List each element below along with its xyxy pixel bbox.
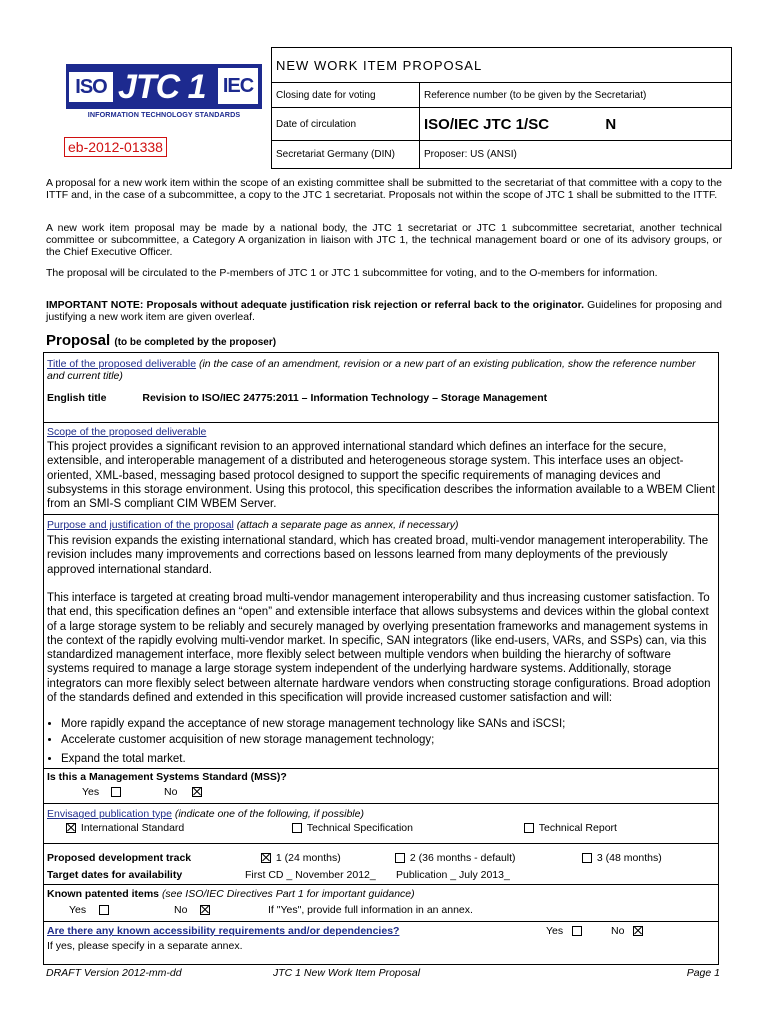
footer-title: JTC 1 New Work Item Proposal bbox=[273, 967, 421, 979]
secretariat-label: Secretariat Germany (DIN) bbox=[272, 141, 420, 169]
first-cd-date: First CD _ November 2012_ bbox=[245, 869, 376, 881]
logo-subtitle: INFORMATION TECHNOLOGY STANDARDS bbox=[87, 110, 241, 119]
publication-section bbox=[47, 808, 715, 820]
mss-no: No bbox=[164, 786, 204, 798]
accessibility-note: If yes, please specify in a separate annex. bbox=[47, 940, 243, 952]
english-title-value: Revision to ISO/IEC 24775:2011 – Information Technology – Storage Management bbox=[142, 392, 548, 404]
accessibility-no: No bbox=[611, 925, 645, 937]
purpose-bullet: • More rapidly expand the acceptance of new storage management technology like SANs and iSCSI; bbox=[61, 717, 715, 731]
document-stamp: eb-2012-01338 bbox=[64, 137, 167, 157]
patents-info: If "Yes", provide full information in an annex. bbox=[268, 904, 473, 916]
purpose-bullets bbox=[47, 717, 715, 766]
publication-option-is: International Standard bbox=[64, 822, 184, 834]
proposal-title: Proposal bbox=[46, 332, 111, 349]
track-option-2: 2 (36 months - default) bbox=[393, 852, 516, 864]
accessibility-no-checkbox[interactable] bbox=[633, 926, 643, 936]
purpose-section bbox=[47, 519, 715, 531]
title-section-note: (in the case of an amendment, revision or a new part of an existing publication, show the reference number and current title) bbox=[47, 358, 696, 382]
publication-date: Publication _ July 2013_ bbox=[396, 869, 510, 881]
accessibility-yes-checkbox[interactable] bbox=[572, 926, 582, 936]
purpose-bullet: • Expand the total market. bbox=[61, 752, 715, 766]
footer-page: Page 1 bbox=[686, 967, 720, 979]
mss-yes: Yes bbox=[82, 786, 123, 798]
accessibility-question: Are there any known accessibility requirements and/or dependencies? bbox=[47, 925, 400, 937]
purpose-paragraph-1: This revision expands the existing international standard, which has created broad, multi-vendor management interoperability. The revision includes many improvements and corrections based on lessons learned from many deployments of the previously approved international standard. bbox=[47, 535, 709, 576]
proposal-subtitle: (to be completed by the proposer) bbox=[114, 337, 277, 348]
purpose-paragraph-2: This interface is targeted at creating broad multi-vendor management interoperability and thus increasing customer satisfaction. To that end, this specification defines an “open” and extensible interface that allows subsystems and devices within the global context of a large storage system to be reliably and securely managed by overlying presentation frameworks and management systems in the context of the rapidly evolving multi-vendor market. In specific, SAN integrators (like end-users, VARs, and SSPs) can, via this standardized management interface, more flexibly select between multiple vendors when building the hierarchy of software systems required to manage a large storage system independent of the underlying hardware systems. Additionally, storage integrators can more flexibly select between alternate hardware vendors when constructing storage configurations. Broad adoption of the standards defined and extended in this specification will provide increased customer satisfaction and will: bbox=[47, 592, 711, 705]
patents-section bbox=[47, 888, 715, 900]
patents-note: (see ISO/IEC Directives Part 1 for important guidance) bbox=[161, 888, 415, 900]
reference-number: ISO/IEC JTC 1/SC bbox=[424, 115, 550, 133]
track-2-checkbox[interactable] bbox=[395, 853, 405, 863]
track-option-3: 3 (48 months) bbox=[580, 852, 662, 864]
intro-paragraph-1: A proposal for a new work item within the scope of an existing committee shall be submitted to the secretariat of that committee with a copy to the ITTF and, in the case of a subcommittee, a copy to the JTC 1 secretariat. Proposals not within the scope of JTC 1 shall be submitted to the ITTF. bbox=[46, 177, 722, 201]
track-label: Proposed development track bbox=[47, 852, 192, 864]
title-section-label: Title of the proposed deliverable bbox=[47, 358, 197, 370]
circulation-label: Date of circulation bbox=[272, 108, 420, 141]
patents-no: No bbox=[174, 904, 212, 916]
intro-paragraph-3: The proposal will be circulated to the P-members of JTC 1 or JTC 1 subcommittee for voting, and to the O-members for information. bbox=[46, 267, 658, 279]
logo-iso: ISO bbox=[69, 72, 113, 102]
publication-option-ts: Technical Specification bbox=[290, 822, 413, 834]
title-section bbox=[47, 358, 715, 382]
technical-spec-checkbox[interactable] bbox=[292, 823, 302, 833]
logo-iec: IEC bbox=[218, 68, 258, 104]
track-option-1: 1 (24 months) bbox=[259, 852, 341, 864]
purpose-section-note: (attach a separate page as annex, if necessary) bbox=[236, 519, 459, 531]
important-note bbox=[46, 299, 722, 323]
international-standard-checkbox[interactable] bbox=[66, 823, 76, 833]
english-title-label: English title bbox=[47, 392, 107, 404]
reference-label: Reference number (to be given by the Secretariat) bbox=[420, 83, 732, 108]
proposer-label: Proposer: US (ANSI) bbox=[420, 141, 732, 169]
patents-yes-checkbox[interactable] bbox=[99, 905, 109, 915]
technical-report-checkbox[interactable] bbox=[524, 823, 534, 833]
target-dates-label: Target dates for availability bbox=[47, 869, 183, 881]
scope-section-label: Scope of the proposed deliverable bbox=[47, 426, 207, 438]
important-note-bold: IMPORTANT NOTE: Proposals without adequate justification risk rejection or referral back to the originator. bbox=[46, 299, 585, 311]
important-note-rest: Guidelines for proposing and justifying a new work item are given overleaf. bbox=[46, 299, 723, 323]
mss-question: Is this a Management Systems Standard (MSS)? bbox=[47, 771, 287, 783]
intro-paragraph-2: A new work item proposal may be made by a national body, the JTC 1 secretariat or JTC 1 subcommittee secretariat, another technical committee or subcommittee, a Category A organization in liaison with JTC 1, the technical management board or one of its advisory groups, or the Chief Executive Officer. bbox=[46, 222, 722, 258]
jtc1-logo bbox=[66, 64, 262, 122]
patents-no-checkbox[interactable] bbox=[200, 905, 210, 915]
purpose-bullet: • Accelerate customer acquisition of new storage management technology; bbox=[61, 733, 715, 747]
mss-no-checkbox[interactable] bbox=[192, 787, 202, 797]
patents-label: Known patented items bbox=[47, 888, 160, 900]
accessibility-yes: Yes bbox=[546, 925, 584, 937]
form-title: NEW WORK ITEM PROPOSAL bbox=[272, 48, 732, 83]
closing-date-label: Closing date for voting bbox=[272, 83, 420, 108]
publication-note: (indicate one of the following, if possible) bbox=[174, 808, 364, 820]
patents-yes: Yes bbox=[69, 904, 111, 916]
scope-text: This project provides a significant revision to an approved international standard which defines an interface for the secure, extensible, and interoperable management of a distributed and heterogeneous storage system. This interface uses an object-oriented, XML-based, messaging based protocol designed to support the specific requirements of managing devices and subsystems in this storage environment. Using this protocol, this specification describes the information available to a WBEM Client from an SMI-S compliant CIM WBEM Server. bbox=[47, 441, 715, 511]
header-table bbox=[271, 47, 732, 169]
logo-jtc: JTC 1 bbox=[118, 68, 206, 106]
reference-n: N bbox=[605, 115, 617, 133]
track-3-checkbox[interactable] bbox=[582, 853, 592, 863]
publication-label: Envisaged publication type bbox=[47, 808, 172, 820]
publication-option-tr: Technical Report bbox=[522, 822, 617, 834]
mss-yes-checkbox[interactable] bbox=[111, 787, 121, 797]
purpose-section-label: Purpose and justification of the proposal bbox=[47, 519, 234, 531]
english-title-row bbox=[47, 392, 547, 404]
footer-version: DRAFT Version 2012-mm-dd bbox=[46, 967, 182, 979]
proposal-form bbox=[43, 352, 719, 965]
track-1-checkbox[interactable] bbox=[261, 853, 271, 863]
reference-value bbox=[420, 108, 732, 141]
proposal-heading bbox=[46, 332, 276, 349]
